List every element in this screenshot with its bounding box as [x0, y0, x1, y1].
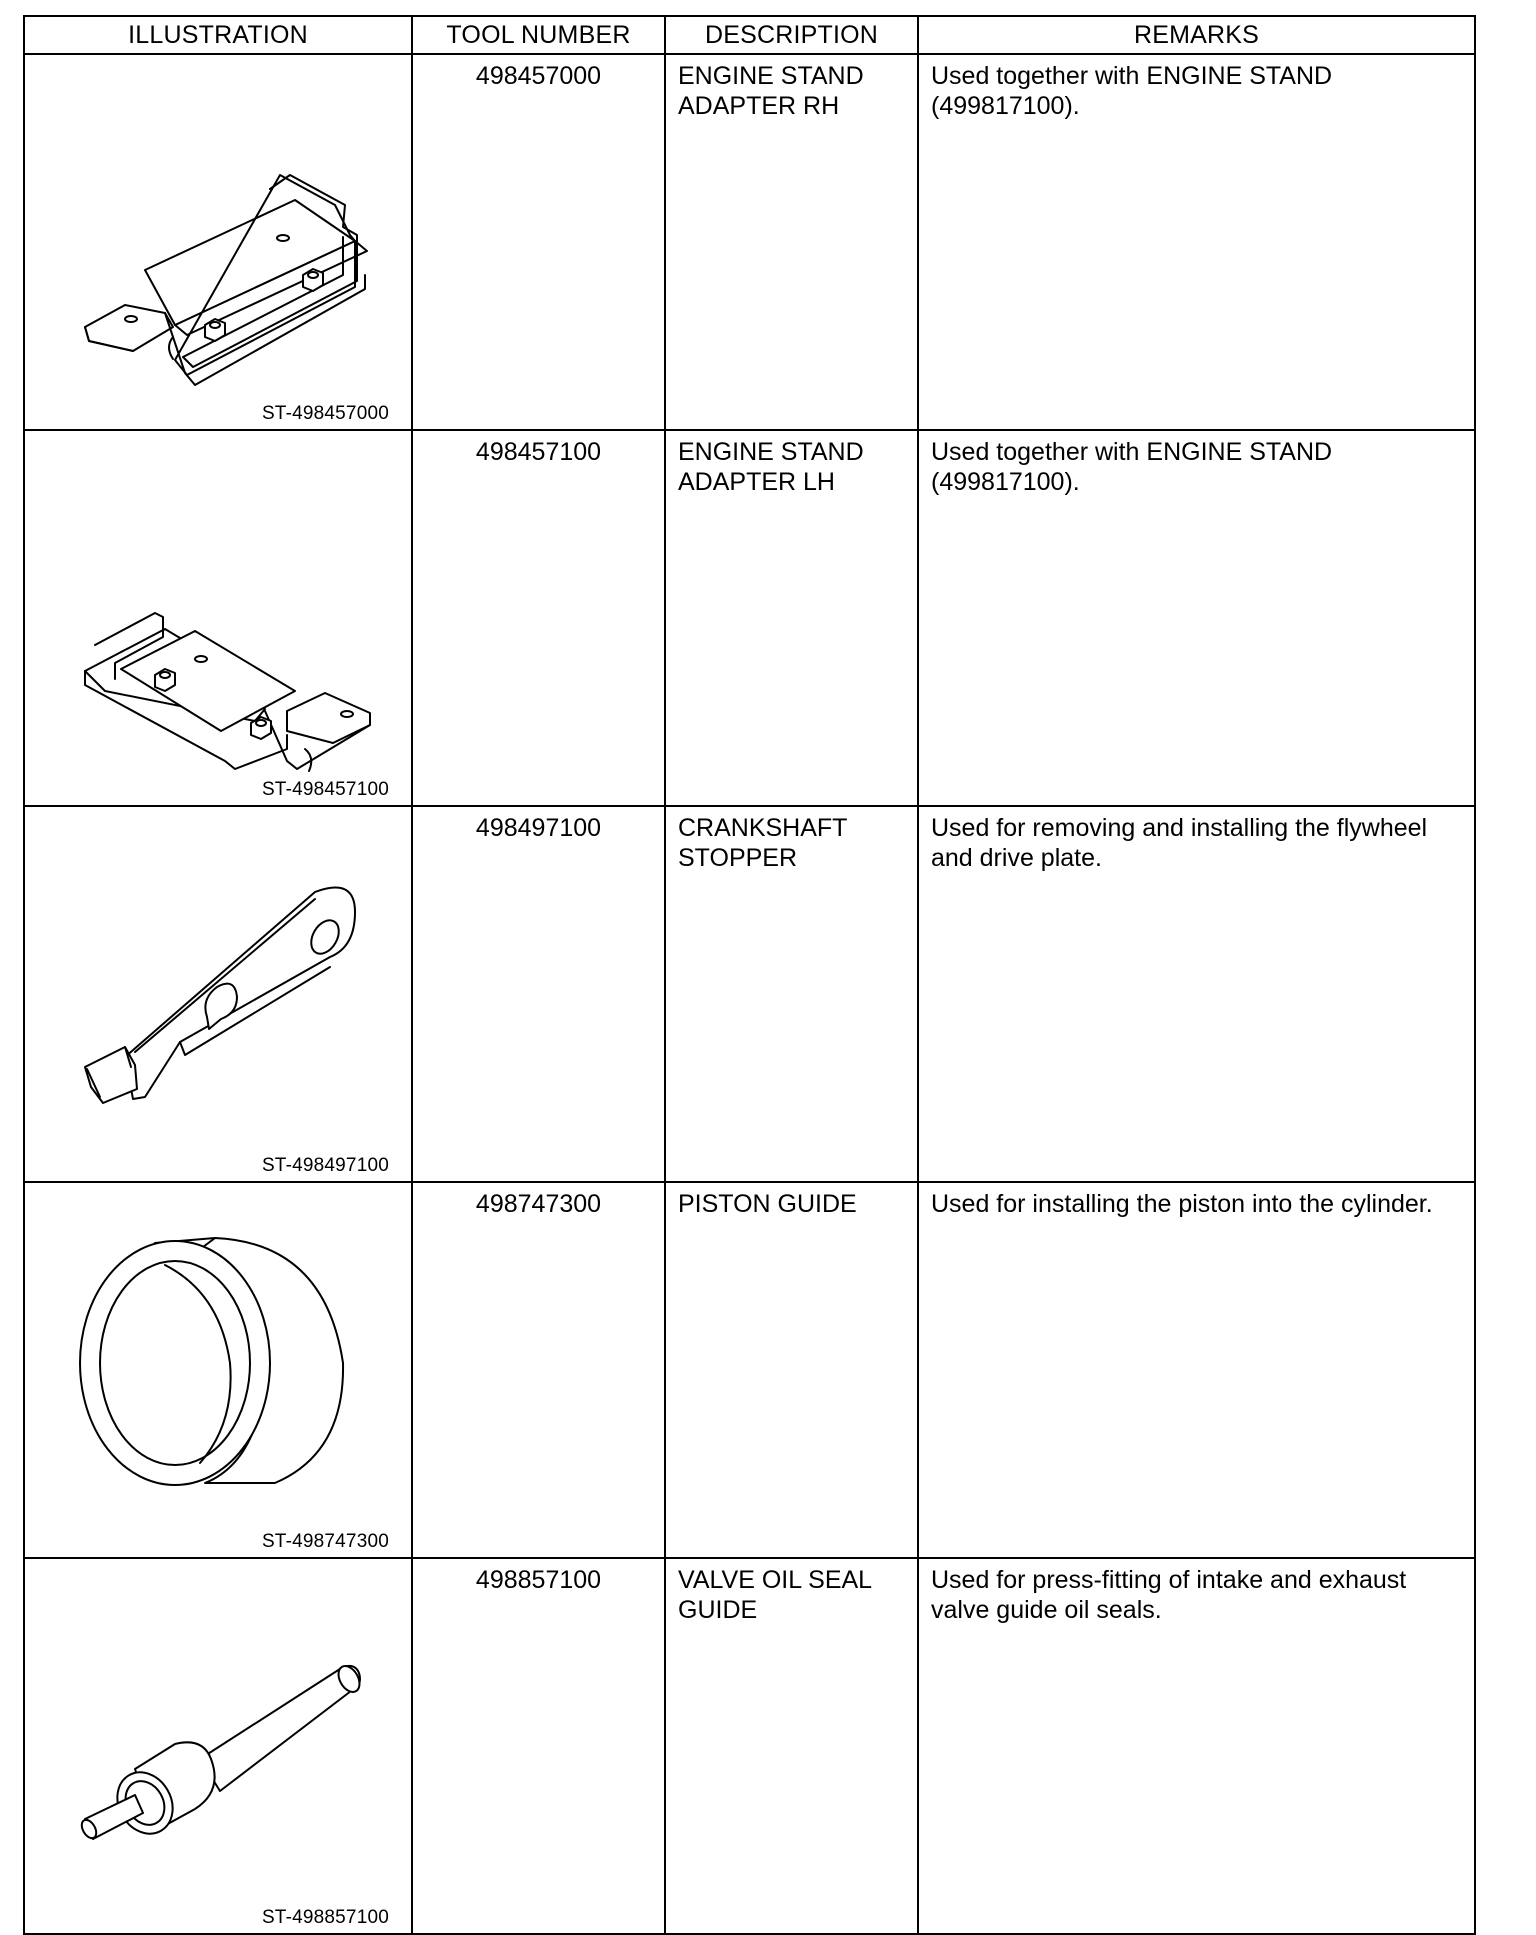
crankshaft-stopper-icon: [25, 807, 411, 1175]
engine-stand-adapter-lh-icon: [25, 431, 411, 799]
tool-number: 498497100: [412, 806, 665, 1182]
tool-number: 498747300: [412, 1182, 665, 1558]
tool-remarks: Used for press-fitting of intake and exhaust valve guide oil seals.: [918, 1558, 1475, 1934]
tool-description: VALVE OIL SEAL GUIDE: [665, 1558, 918, 1934]
illustration-code: ST-498457100: [261, 779, 389, 800]
tool-number: 498857100: [412, 1558, 665, 1934]
tool-description: CRANKSHAFT STOPPER: [665, 806, 918, 1182]
illustration-cell: [24, 54, 412, 430]
special-tools-table: [23, 15, 1476, 1935]
illustration-code: ST-498857100: [261, 1907, 389, 1928]
table-row: [24, 806, 1475, 1182]
illustration-cell: [24, 806, 412, 1182]
tool-remarks: Used together with ENGINE STAND (499817100).: [918, 54, 1475, 430]
header-illustration: ILLUSTRATION: [24, 16, 412, 54]
tool-remarks: Used for installing the piston into the cylinder.: [918, 1182, 1475, 1558]
valve-oil-seal-guide-icon: [25, 1559, 411, 1927]
tool-remarks: Used together with ENGINE STAND (499817100).: [918, 430, 1475, 806]
table-row: [24, 54, 1475, 430]
illustration-cell: [24, 1558, 412, 1934]
illustration-cell: [24, 1182, 412, 1558]
piston-guide-icon: [25, 1183, 411, 1551]
illustration-code: ST-498497100: [261, 1155, 389, 1176]
tool-description: ENGINE STAND ADAPTER LH: [665, 430, 918, 806]
table-row: [24, 1182, 1475, 1558]
illustration-code: ST-498457000: [261, 403, 389, 424]
header-description: DESCRIPTION: [665, 16, 918, 54]
tool-number: 498457100: [412, 430, 665, 806]
tool-remarks: Used for removing and installing the flywheel and drive plate.: [918, 806, 1475, 1182]
tool-description: PISTON GUIDE: [665, 1182, 918, 1558]
header-remarks: REMARKS: [918, 16, 1475, 54]
table-header-row: [24, 16, 1475, 54]
header-tool-number: TOOL NUMBER: [412, 16, 665, 54]
tool-description: ENGINE STAND ADAPTER RH: [665, 54, 918, 430]
table-row: [24, 1558, 1475, 1934]
illustration-cell: [24, 430, 412, 806]
illustration-code: ST-498747300: [261, 1531, 389, 1552]
engine-stand-adapter-rh-icon: [25, 55, 411, 423]
tool-number: 498457000: [412, 54, 665, 430]
table-row: [24, 430, 1475, 806]
